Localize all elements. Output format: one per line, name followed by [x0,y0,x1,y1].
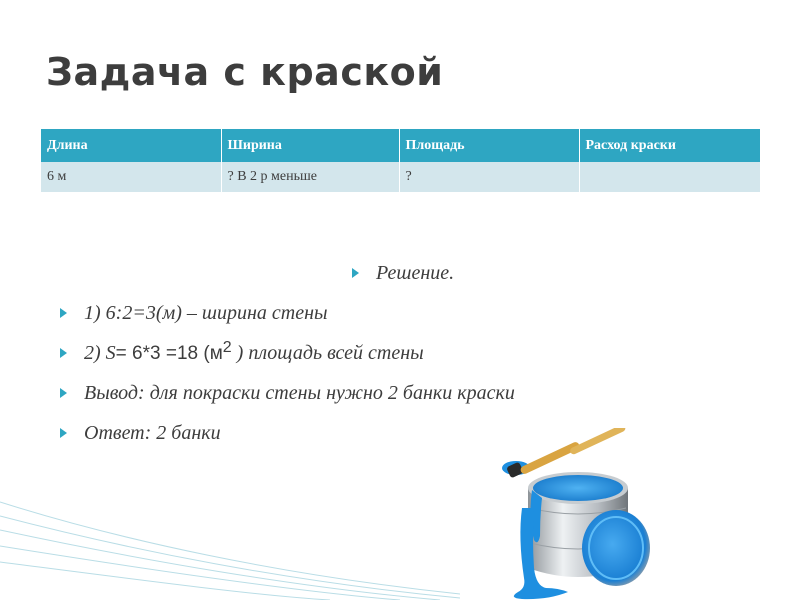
cell-area: ? [399,162,579,192]
data-table [41,129,761,192]
step-2-area-symbol: S [105,342,116,364]
solution-answer [60,418,515,458]
bullet-arrow-icon [60,388,67,398]
header-length: Длина [41,129,221,162]
decorative-lines [0,490,460,600]
paint-bucket-illustration [488,428,668,600]
cell-paint-usage [579,162,760,192]
bullet-arrow-icon [352,268,359,278]
bullet-arrow-icon [60,428,67,438]
solution-heading-text: Решение. [376,262,455,284]
step-2-exponent: 2 [222,339,232,356]
step-2-prefix: 2) [84,342,106,364]
conclusion-text: Вывод: для покраски стены нужно 2 банки краски [84,382,515,404]
answer-text: Ответ: 2 банки [84,422,221,444]
solution-heading [352,258,515,298]
table-row [41,162,760,192]
solution-conclusion [60,378,515,418]
bullet-arrow-icon [60,308,67,318]
solution-step-1 [60,298,515,338]
step-1-text: 1) 6:2=3(м) – ширина стены [84,302,328,324]
solution-step-2 [60,338,515,378]
header-area: Площадь [399,129,579,162]
bullet-arrow-icon [60,348,67,358]
slide-title: Задача с краской [46,50,444,94]
header-width: Ширина [221,129,399,162]
solution-list [60,258,515,458]
cell-width: ? В 2 р меньше [221,162,399,192]
header-paint-usage: Расход краски [579,129,760,162]
step-2-equation: = 6*3 =18 ( [115,343,210,364]
step-2-unit: м [209,343,223,364]
cell-length: 6 м [41,162,221,192]
table-header-row [41,129,760,162]
step-2-suffix: ) площадь всей стены [231,342,424,364]
